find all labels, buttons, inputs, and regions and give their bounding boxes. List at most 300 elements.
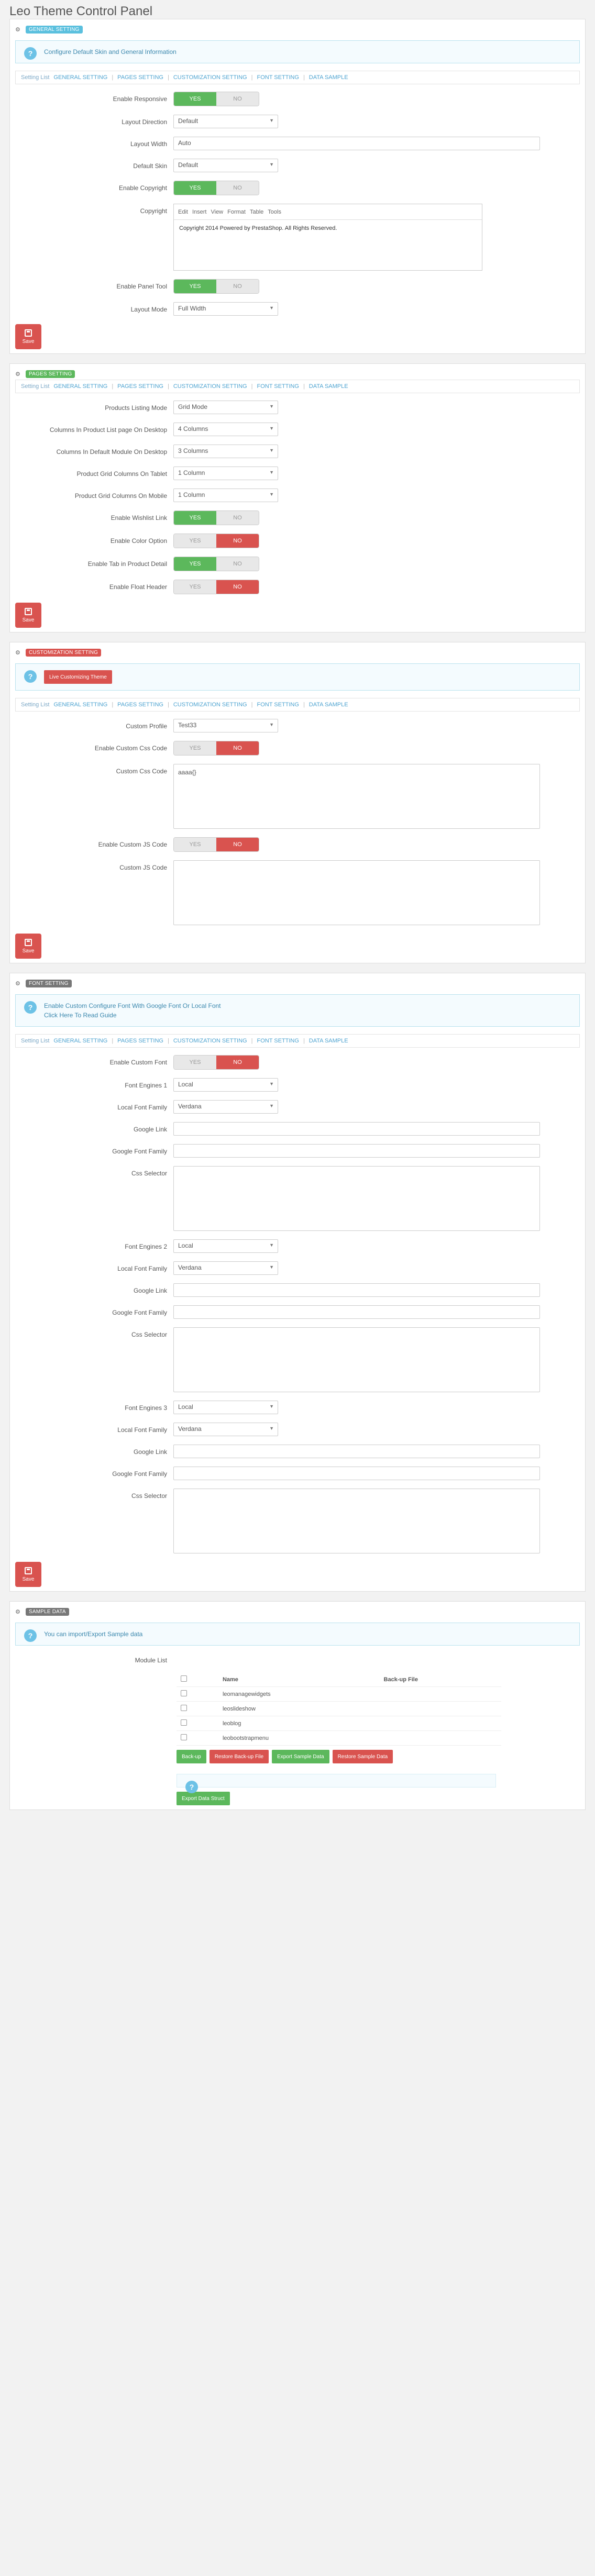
sample-info-box (15, 1623, 580, 1646)
google-font-family-3-label: Google Font Family (112, 1470, 167, 1478)
google-link-3-control (173, 1445, 540, 1458)
google-font-family-2-label: Google Font Family (112, 1309, 167, 1316)
export-sample-button[interactable]: Export Sample Data (272, 1750, 329, 1763)
module-list-body (177, 1687, 501, 1746)
font-save-button[interactable] (15, 1562, 41, 1587)
font-engine-2-control (173, 1239, 540, 1253)
nav-customization-setting[interactable]: CUSTOMIZATION SETTING (173, 1038, 247, 1044)
google-font-family-1-input[interactable] (173, 1144, 540, 1158)
nav-separator: | (167, 383, 169, 390)
nav-separator: | (251, 702, 253, 708)
nav-setting-list: Setting List (21, 702, 50, 708)
font-engine-3-label: Font Engines 3 (125, 1404, 167, 1412)
general-info-box (15, 40, 580, 63)
nav-data-sample[interactable]: DATA SAMPLE (308, 74, 348, 81)
module-backup-file (380, 1687, 501, 1702)
copyright-editor-toolbar (174, 204, 482, 220)
layout-direction-select[interactable]: Default ▼ (173, 115, 278, 128)
local-font-family-3-label: Local Font Family (117, 1426, 167, 1434)
enable-responsive-control (173, 92, 540, 106)
settings-icon: ⚙ (15, 650, 20, 656)
pages-setting-panel (9, 363, 586, 632)
sample-action-group (177, 1750, 580, 1763)
module-backup-file (380, 1702, 501, 1716)
enable-panel-tool-control (173, 279, 540, 294)
sample-data-heading (15, 1606, 580, 1617)
customization-setting-panel (9, 642, 586, 963)
font-info-link[interactable]: Click Here To Read Guide (44, 1012, 117, 1019)
layout-direction-row (15, 115, 580, 128)
module-checkbox[interactable] (181, 1690, 187, 1696)
customization-info-box (15, 663, 580, 691)
custom-profile-row (15, 719, 580, 732)
google-link-2-input[interactable] (173, 1283, 540, 1297)
module-list-header-row (177, 1672, 501, 1687)
local-font-family-3-control (173, 1423, 540, 1436)
nav-separator: | (251, 1038, 253, 1044)
layout-mode-label: Layout Mode (130, 306, 167, 313)
columns-default-module-select[interactable]: 3 Columns ▼ (173, 445, 278, 458)
css-selector-3-control (173, 1489, 540, 1553)
css-selector-2-row (15, 1327, 580, 1392)
nav-general-setting[interactable]: GENERAL SETTING (53, 383, 108, 390)
enable-custom-css-row (15, 741, 580, 756)
editor-menu-table[interactable]: Table (249, 208, 264, 215)
settings-icon: ⚙ (15, 371, 20, 377)
font-engine-1-row (15, 1078, 580, 1092)
nav-data-sample[interactable]: DATA SAMPLE (308, 383, 348, 390)
default-skin-row (15, 159, 580, 172)
nav-data-sample[interactable]: DATA SAMPLE (308, 702, 348, 708)
general-info-text: Configure Default Skin and General Information (44, 48, 177, 55)
custom-profile-select[interactable]: Test33 ▼ (173, 719, 278, 732)
editor-menu-view[interactable]: View (211, 208, 224, 215)
enable-copyright-on[interactable]: YES (174, 181, 216, 195)
customization-save-label: Save (22, 948, 35, 954)
save-icon (25, 329, 32, 337)
module-checkbox-cell (177, 1716, 218, 1731)
info-icon: ? (24, 1001, 37, 1014)
layout-mode-row (15, 302, 580, 316)
enable-wishlist-row (15, 510, 580, 525)
nav-separator: | (251, 383, 253, 390)
google-font-family-3-row (15, 1467, 580, 1480)
info-icon: ? (24, 670, 37, 683)
font-engine-2-label: Font Engines 2 (125, 1243, 167, 1250)
enable-custom-js-row (15, 837, 580, 852)
enable-responsive-row (15, 92, 580, 106)
settings-icon: ⚙ (15, 981, 20, 987)
columns-default-module-label: Columns In Default Module On Desktop (56, 448, 167, 456)
nav-general-setting[interactable]: GENERAL SETTING (53, 74, 108, 81)
enable-copyright-control (173, 181, 540, 195)
editor-menu-edit[interactable]: Edit (178, 208, 188, 215)
nav-font-setting[interactable]: FONT SETTING (257, 383, 299, 390)
layout-width-row (15, 137, 580, 150)
enable-float-header-label: Enable Float Header (109, 583, 167, 591)
settings-icon: ⚙ (15, 1609, 20, 1615)
info-icon: ? (24, 1629, 37, 1642)
enable-custom-css-label: Enable Custom Css Code (94, 745, 167, 752)
custom-profile-control (173, 719, 540, 732)
custom-js-code-control (173, 860, 540, 925)
custom-css-code-control (173, 764, 540, 829)
copyright-row (15, 204, 580, 271)
google-link-1-row (15, 1122, 580, 1136)
local-font-family-1-label: Local Font Family (117, 1104, 167, 1111)
enable-copyright-row (15, 181, 580, 195)
enable-tab-product-detail-on[interactable]: YES (174, 557, 216, 571)
editor-menu-insert[interactable]: Insert (192, 208, 207, 215)
default-skin-label: Default Skin (133, 162, 167, 170)
font-nav-links (15, 1034, 580, 1048)
css-selector-3-row (15, 1489, 580, 1553)
nav-separator: | (112, 1038, 114, 1044)
nav-separator: | (167, 1038, 169, 1044)
google-font-family-2-row (15, 1305, 580, 1319)
google-link-3-label: Google Link (133, 1448, 167, 1456)
enable-tab-product-detail-label: Enable Tab in Product Detail (87, 560, 167, 568)
columns-product-list-select[interactable]: 4 Columns ▼ (173, 423, 278, 436)
enable-tab-product-detail-off[interactable]: NO (216, 557, 259, 571)
font-setting-panel (9, 973, 586, 1592)
custom-js-code-row (15, 860, 580, 925)
google-font-family-1-row (15, 1144, 580, 1158)
local-font-family-2-select[interactable]: Verdana ▼ (173, 1261, 278, 1275)
live-customizing-theme-button[interactable]: Live Customizing Theme (44, 670, 112, 684)
nav-separator: | (303, 74, 305, 81)
nav-customization-setting[interactable]: CUSTOMIZATION SETTING (173, 702, 247, 708)
nav-separator: | (303, 383, 305, 390)
module-name: leomanagewidgets (218, 1687, 380, 1702)
font-setting-badge: FONT SETTING (26, 980, 72, 987)
columns-product-list-row (15, 423, 580, 436)
enable-color-option-off[interactable]: NO (216, 534, 259, 548)
module-row (177, 1716, 501, 1731)
enable-responsive-toggle[interactable] (173, 92, 259, 106)
enable-wishlist-on[interactable]: YES (174, 511, 216, 525)
columns-product-list-control (173, 423, 540, 436)
general-setting-panel (9, 19, 586, 354)
module-list-table (177, 1672, 501, 1746)
nav-separator: | (112, 702, 114, 708)
select-all-checkbox[interactable] (181, 1675, 187, 1682)
local-font-family-1-select[interactable]: Verdana ▼ (173, 1100, 278, 1114)
columns-default-module-control (173, 445, 540, 458)
columns-default-module-row (15, 445, 580, 458)
enable-responsive-on[interactable]: YES (174, 92, 216, 106)
enable-color-option-toggle[interactable] (173, 534, 259, 548)
enable-float-header-toggle[interactable] (173, 580, 259, 594)
pages-nav-links (15, 380, 580, 393)
enable-tab-product-detail-control (173, 557, 540, 571)
google-font-family-2-control (173, 1305, 540, 1319)
enable-copyright-off[interactable]: NO (216, 181, 259, 195)
general-nav-links (15, 71, 580, 84)
font-engine-1-control (173, 1078, 540, 1092)
enable-custom-css-off[interactable]: NO (216, 741, 259, 755)
enable-panel-tool-toggle[interactable] (173, 279, 259, 294)
custom-js-code-textarea[interactable] (173, 860, 540, 925)
enable-wishlist-control (173, 510, 540, 525)
enable-float-header-control (173, 580, 540, 594)
enable-float-header-off[interactable]: NO (216, 580, 259, 594)
css-selector-2-control (173, 1327, 540, 1392)
nav-separator: | (112, 383, 114, 390)
enable-color-option-on[interactable]: YES (174, 534, 216, 548)
google-link-2-control (173, 1283, 540, 1297)
enable-tab-product-detail-toggle[interactable] (173, 557, 259, 571)
google-link-1-input[interactable] (173, 1122, 540, 1136)
nav-setting-list: Setting List (21, 1038, 50, 1044)
nav-customization-setting[interactable]: CUSTOMIZATION SETTING (173, 383, 247, 390)
font-info-line-1: Enable Custom Configure Font With Google Font Or Local Font (44, 1002, 221, 1009)
google-link-3-row (15, 1445, 580, 1458)
custom-css-code-textarea[interactable]: aaaa{} (173, 764, 540, 829)
nav-font-setting[interactable]: FONT SETTING (257, 1038, 299, 1044)
font-setting-heading (15, 978, 580, 989)
font-engine-3-control (173, 1401, 540, 1414)
enable-custom-js-off[interactable]: NO (216, 838, 259, 851)
info-icon: ? (185, 1781, 198, 1793)
sample-info-line-1: You can import/Export Sample data (44, 1630, 143, 1638)
local-font-family-3-select[interactable]: Verdana ▼ (173, 1423, 278, 1436)
layout-mode-select[interactable]: Full Width ▼ (173, 302, 278, 316)
font-info-box (15, 994, 580, 1027)
restore-sample-button[interactable]: Restore Sample Data (333, 1750, 393, 1763)
product-grid-tablet-row (15, 467, 580, 480)
layout-direction-control (173, 115, 540, 128)
google-font-family-3-control (173, 1467, 540, 1480)
google-font-family-1-control (173, 1144, 540, 1158)
backup-button[interactable]: Back-up (177, 1750, 206, 1763)
enable-custom-font-on[interactable]: YES (174, 1056, 216, 1069)
local-font-family-1-control (173, 1100, 540, 1114)
enable-custom-font-label: Enable Custom Font (109, 1059, 167, 1066)
google-link-2-row (15, 1283, 580, 1297)
customization-nav-links (15, 698, 580, 712)
module-list-header (177, 1672, 501, 1687)
product-grid-mobile-label: Product Grid Columns On Mobile (74, 492, 167, 499)
enable-wishlist-toggle[interactable] (173, 510, 259, 525)
copyright-editor-body[interactable]: Copyright 2014 Powered by PrestaShop. All Rights Reserved. (179, 225, 337, 231)
css-selector-1-control (173, 1166, 540, 1231)
custom-profile-label: Custom Profile (126, 723, 167, 730)
editor-menu-tools[interactable]: Tools (268, 208, 281, 215)
enable-panel-tool-off[interactable]: NO (216, 280, 259, 293)
enable-custom-font-toggle[interactable] (173, 1055, 259, 1070)
enable-custom-font-control (173, 1055, 540, 1070)
nav-setting-list: Setting List (21, 74, 50, 81)
default-skin-control (173, 159, 540, 172)
module-backup-header: Back-up File (380, 1672, 501, 1687)
custom-css-code-label: Custom Css Code (116, 768, 167, 775)
nav-separator: | (167, 702, 169, 708)
enable-color-option-row (15, 534, 580, 548)
pages-save-button[interactable] (15, 603, 41, 628)
general-setting-badge: GENERAL SETTING (26, 26, 83, 34)
module-checkbox-cell (177, 1731, 218, 1746)
customization-setting-badge: CUSTOMIZATION SETTING (26, 649, 101, 657)
nav-pages-setting[interactable]: PAGES SETTING (117, 383, 163, 390)
google-link-1-label: Google Link (133, 1126, 167, 1133)
css-selector-1-row (15, 1166, 580, 1231)
local-font-family-2-label: Local Font Family (117, 1265, 167, 1272)
enable-panel-tool-label: Enable Panel Tool (116, 283, 167, 290)
customization-save-button[interactable] (15, 934, 41, 959)
enable-custom-js-label: Enable Custom JS Code (98, 841, 167, 848)
nav-customization-setting[interactable]: CUSTOMIZATION SETTING (173, 74, 247, 81)
font-engine-1-label: Font Engines 1 (125, 1082, 167, 1089)
google-font-family-2-input[interactable] (173, 1305, 540, 1319)
local-font-family-2-control (173, 1261, 540, 1275)
nav-general-setting[interactable]: GENERAL SETTING (53, 702, 108, 708)
editor-menu-format[interactable]: Format (227, 208, 246, 215)
enable-custom-css-on[interactable]: YES (174, 741, 216, 755)
layout-mode-control (173, 302, 540, 316)
module-list-row (15, 1653, 580, 1664)
css-selector-2-label: Css Selector (131, 1331, 167, 1338)
nav-font-setting[interactable]: FONT SETTING (257, 702, 299, 708)
enable-tab-product-detail-row (15, 557, 580, 571)
export-data-struct-button[interactable]: Export Data Struct (177, 1792, 230, 1805)
layout-width-control (173, 137, 540, 150)
google-font-family-3-input[interactable] (173, 1467, 540, 1480)
nav-pages-setting[interactable]: PAGES SETTING (117, 1038, 163, 1044)
page-title: Leo Theme Control Panel (9, 4, 153, 18)
enable-custom-css-control (173, 741, 540, 756)
custom-js-code-label: Custom JS Code (119, 864, 167, 871)
enable-responsive-off[interactable]: NO (216, 92, 259, 106)
products-listing-mode-row (15, 401, 580, 414)
custom-css-code-row (15, 764, 580, 829)
info-icon: ? (24, 47, 37, 60)
google-font-family-1-label: Google Font Family (112, 1148, 167, 1155)
customization-setting-heading (15, 647, 580, 658)
nav-separator: | (167, 74, 169, 81)
enable-color-option-control (173, 534, 540, 548)
module-checkbox[interactable] (181, 1734, 187, 1740)
nav-general-setting[interactable]: GENERAL SETTING (53, 1038, 108, 1044)
module-row (177, 1702, 501, 1716)
default-skin-select[interactable]: Default ▼ (173, 159, 278, 172)
local-font-family-2-row (15, 1261, 580, 1275)
font-engine-1-select[interactable]: Local ▼ (173, 1078, 278, 1092)
copyright-control (173, 204, 540, 271)
export-struct-group (177, 1792, 580, 1805)
google-link-3-input[interactable] (173, 1445, 540, 1458)
nav-pages-setting[interactable]: PAGES SETTING (117, 702, 163, 708)
module-row (177, 1687, 501, 1702)
save-icon (25, 939, 32, 946)
module-checkbox[interactable] (181, 1705, 187, 1711)
google-link-2-label: Google Link (133, 1287, 167, 1294)
enable-custom-js-toggle[interactable] (173, 837, 259, 852)
enable-copyright-toggle[interactable] (173, 181, 259, 195)
module-checkbox-cell (177, 1687, 218, 1702)
pages-setting-heading (15, 368, 580, 380)
products-listing-mode-select[interactable]: Grid Mode ▼ (173, 401, 278, 414)
restore-backup-button[interactable]: Restore Back-up File (210, 1750, 269, 1763)
save-icon (25, 608, 32, 615)
enable-responsive-label: Enable Responsive (113, 95, 167, 103)
enable-wishlist-label: Enable Wishlist Link (111, 514, 167, 521)
product-grid-tablet-control (173, 467, 540, 480)
font-engine-3-row (15, 1401, 580, 1414)
css-selector-3-textarea[interactable] (173, 1489, 540, 1553)
enable-float-header-on[interactable]: YES (174, 580, 216, 594)
module-name: leoslideshow (218, 1702, 380, 1716)
sample-data-badge: SAMPLE DATA (26, 1608, 69, 1616)
general-save-label: Save (22, 338, 35, 345)
product-grid-tablet-select[interactable]: 1 Column ▼ (173, 467, 278, 480)
module-checkbox[interactable] (181, 1719, 187, 1726)
module-backup-file (380, 1731, 501, 1746)
layout-width-label: Layout Width (130, 140, 167, 148)
enable-color-option-label: Enable Color Option (110, 537, 167, 545)
css-selector-2-textarea[interactable] (173, 1327, 540, 1392)
save-icon (25, 1567, 32, 1574)
products-listing-mode-label: Products Listing Mode (105, 404, 167, 412)
module-checkbox-cell (177, 1702, 218, 1716)
font-engine-2-row (15, 1239, 580, 1253)
layout-width-input[interactable]: Auto (173, 137, 540, 150)
enable-float-header-row (15, 580, 580, 594)
enable-custom-js-control (173, 837, 540, 852)
enable-wishlist-off[interactable]: NO (216, 511, 259, 525)
product-grid-mobile-row (15, 488, 580, 502)
pages-save-label: Save (22, 617, 35, 623)
module-row (177, 1731, 501, 1746)
sample-note-box (177, 1774, 496, 1791)
enable-custom-js-on[interactable]: YES (174, 838, 216, 851)
settings-icon: ⚙ (15, 27, 20, 33)
nav-data-sample[interactable]: DATA SAMPLE (308, 1038, 348, 1044)
enable-custom-font-off[interactable]: NO (216, 1056, 259, 1069)
css-selector-3-label: Css Selector (131, 1492, 167, 1500)
products-listing-mode-control (173, 401, 540, 414)
font-engine-3-select[interactable]: Local ▼ (173, 1401, 278, 1414)
pages-setting-badge: PAGES SETTING (26, 370, 75, 378)
module-list-label: Module List (135, 1657, 167, 1664)
font-save-label: Save (22, 1576, 35, 1582)
module-checkbox-header (177, 1672, 218, 1687)
module-name: leoblog (218, 1716, 380, 1731)
enable-custom-font-row (15, 1055, 580, 1070)
enable-custom-css-toggle[interactable] (173, 741, 259, 756)
font-engine-2-select[interactable]: Local ▼ (173, 1239, 278, 1253)
nav-separator: | (112, 74, 114, 81)
css-selector-1-label: Css Selector (131, 1170, 167, 1177)
nav-separator: | (303, 702, 305, 708)
product-grid-tablet-label: Product Grid Columns On Tablet (76, 470, 167, 478)
module-name: leobootstrapmenu (218, 1731, 380, 1746)
google-link-1-control (173, 1122, 540, 1136)
layout-direction-label: Layout Direction (122, 118, 167, 126)
general-setting-heading (15, 24, 580, 35)
css-selector-1-textarea[interactable] (173, 1166, 540, 1231)
module-backup-file (380, 1716, 501, 1731)
general-save-button[interactable] (15, 324, 41, 349)
nav-font-setting[interactable]: FONT SETTING (257, 74, 299, 81)
enable-panel-tool-on[interactable]: YES (174, 280, 216, 293)
nav-separator: | (303, 1038, 305, 1044)
product-grid-mobile-control (173, 488, 540, 502)
copyright-editor (173, 204, 482, 271)
product-grid-mobile-select[interactable]: 1 Column ▼ (173, 488, 278, 502)
enable-panel-tool-row (15, 279, 580, 294)
nav-pages-setting[interactable]: PAGES SETTING (117, 74, 163, 81)
